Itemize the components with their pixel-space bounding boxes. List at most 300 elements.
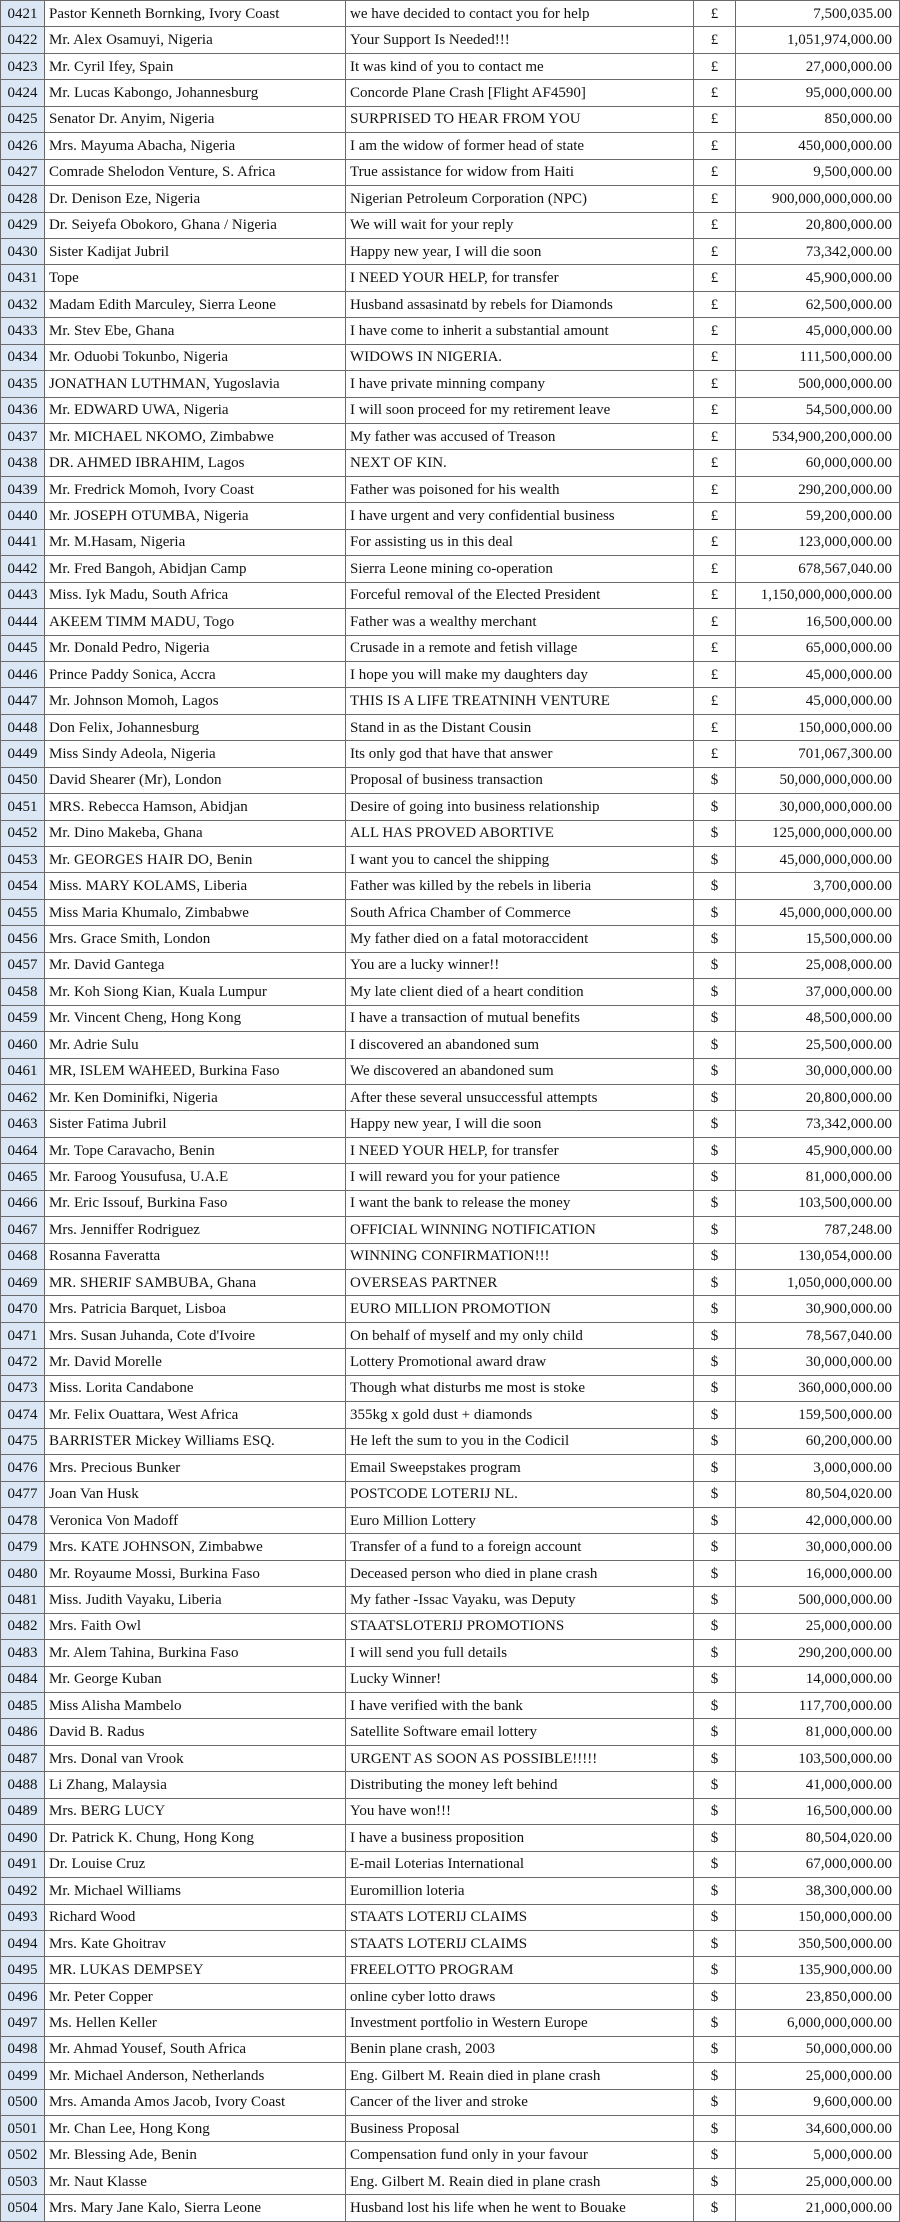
row-id-cell: 0465	[1, 1164, 45, 1190]
currency-cell: $	[694, 1137, 736, 1163]
table-row	[1, 265, 900, 291]
subject-cell: ALL HAS PROVED ABORTIVE	[346, 820, 694, 846]
table-row	[1, 926, 900, 952]
amount-cell: 80,504,020.00	[736, 1825, 900, 1851]
row-id-cell: 0457	[1, 952, 45, 978]
currency-cell: $	[694, 1164, 736, 1190]
subject-cell: Concorde Plane Crash [Flight AF4590]	[346, 80, 694, 106]
currency-cell: $	[694, 1851, 736, 1877]
amount-cell: 25,000,000.00	[736, 2168, 900, 2194]
subject-cell: My late client died of a heart condition	[346, 979, 694, 1005]
subject-cell: OVERSEAS PARTNER	[346, 1270, 694, 1296]
currency-cell: $	[694, 1084, 736, 1110]
amount-cell: 150,000,000.00	[736, 714, 900, 740]
subject-cell: I will soon proceed for my retirement leave	[346, 397, 694, 423]
sender-name-cell: Prince Paddy Sonica, Accra	[45, 661, 346, 687]
row-id-cell: 0433	[1, 318, 45, 344]
subject-cell: WIDOWS IN NIGERIA.	[346, 344, 694, 370]
table-row	[1, 1032, 900, 1058]
table-row	[1, 794, 900, 820]
row-id-cell: 0504	[1, 2195, 45, 2221]
subject-cell: I will send you full details	[346, 1640, 694, 1666]
row-id-cell: 0470	[1, 1296, 45, 1322]
currency-cell: £	[694, 186, 736, 212]
sender-name-cell: Madam Edith Marculey, Sierra Leone	[45, 291, 346, 317]
currency-cell: £	[694, 556, 736, 582]
sender-name-cell: Mr. Cyril Ifey, Spain	[45, 53, 346, 79]
sender-name-cell: Dr. Seiyefa Obokoro, Ghana / Nigeria	[45, 212, 346, 238]
currency-cell: $	[694, 926, 736, 952]
amount-cell: 701,067,300.00	[736, 741, 900, 767]
table-row	[1, 1957, 900, 1983]
row-id-cell: 0443	[1, 582, 45, 608]
sender-name-cell: Mrs. Susan Juhanda, Cote d'Ivoire	[45, 1322, 346, 1348]
amount-cell: 14,000,000.00	[736, 1666, 900, 1692]
currency-cell: £	[694, 80, 736, 106]
sender-name-cell: Mr. EDWARD UWA, Nigeria	[45, 397, 346, 423]
row-id-cell: 0432	[1, 291, 45, 317]
table-row	[1, 1825, 900, 1851]
currency-cell: $	[694, 1983, 736, 2009]
table-row	[1, 1402, 900, 1428]
table-row	[1, 503, 900, 529]
table-row	[1, 1640, 900, 1666]
sender-name-cell: Mr. Fred Bangoh, Abidjan Camp	[45, 556, 346, 582]
row-id-cell: 0449	[1, 741, 45, 767]
currency-cell: £	[694, 397, 736, 423]
currency-cell: £	[694, 450, 736, 476]
amount-cell: 1,051,974,000.00	[736, 27, 900, 53]
subject-cell: Lucky Winner!	[346, 1666, 694, 1692]
row-id-cell: 0463	[1, 1111, 45, 1137]
subject-cell: WINNING CONFIRMATION!!!	[346, 1243, 694, 1269]
row-id-cell: 0494	[1, 1930, 45, 1956]
row-id-cell: 0454	[1, 873, 45, 899]
amount-cell: 350,500,000.00	[736, 1930, 900, 1956]
amount-cell: 135,900,000.00	[736, 1957, 900, 1983]
subject-cell: THIS IS A LIFE TREATNINH VENTURE	[346, 688, 694, 714]
subject-cell: I have verified with the bank	[346, 1693, 694, 1719]
table-row	[1, 1613, 900, 1639]
amount-cell: 25,008,000.00	[736, 952, 900, 978]
row-id-cell: 0468	[1, 1243, 45, 1269]
currency-cell: £	[694, 714, 736, 740]
sender-name-cell: Joan Van Husk	[45, 1481, 346, 1507]
sender-name-cell: Richard Wood	[45, 1904, 346, 1930]
subject-cell: You are a lucky winner!!	[346, 952, 694, 978]
row-id-cell: 0435	[1, 371, 45, 397]
table-row	[1, 133, 900, 159]
table-row	[1, 1217, 900, 1243]
amount-cell: 1,050,000,000.00	[736, 1270, 900, 1296]
sender-name-cell: Mr. Stev Ebe, Ghana	[45, 318, 346, 344]
currency-cell: $	[694, 2142, 736, 2168]
subject-cell: He left the sum to you in the Codicil	[346, 1428, 694, 1454]
currency-cell: $	[694, 1904, 736, 1930]
subject-cell: Euro Million Lottery	[346, 1507, 694, 1533]
table-row	[1, 2036, 900, 2062]
subject-cell: On behalf of myself and my only child	[346, 1322, 694, 1348]
table-row	[1, 820, 900, 846]
table-row	[1, 238, 900, 264]
subject-cell: OFFICIAL WINNING NOTIFICATION	[346, 1217, 694, 1243]
sender-name-cell: Mr. Oduobi Tokunbo, Nigeria	[45, 344, 346, 370]
amount-cell: 45,900,000.00	[736, 265, 900, 291]
sender-name-cell: Mr. Naut Klasse	[45, 2168, 346, 2194]
subject-cell: FREELOTTO PROGRAM	[346, 1957, 694, 1983]
row-id-cell: 0450	[1, 767, 45, 793]
sender-name-cell: DR. AHMED IBRAHIM, Lagos	[45, 450, 346, 476]
table-row	[1, 582, 900, 608]
amount-cell: 78,567,040.00	[736, 1322, 900, 1348]
sender-name-cell: Miss. Lorita Candabone	[45, 1375, 346, 1401]
currency-cell: $	[694, 873, 736, 899]
table-row	[1, 952, 900, 978]
sender-name-cell: Mr. Adrie Sulu	[45, 1032, 346, 1058]
amount-cell: 21,000,000.00	[736, 2195, 900, 2221]
row-id-cell: 0442	[1, 556, 45, 582]
row-id-cell: 0462	[1, 1084, 45, 1110]
amount-cell: 9,600,000.00	[736, 2089, 900, 2115]
row-id-cell: 0496	[1, 1983, 45, 2009]
row-id-cell: 0422	[1, 27, 45, 53]
row-id-cell: 0425	[1, 106, 45, 132]
currency-cell: £	[694, 635, 736, 661]
sender-name-cell: Mr. Koh Siong Kian, Kuala Lumpur	[45, 979, 346, 1005]
amount-cell: 123,000,000.00	[736, 529, 900, 555]
sender-name-cell: MR, ISLEM WAHEED, Burkina Faso	[45, 1058, 346, 1084]
table-row	[1, 1507, 900, 1533]
row-id-cell: 0501	[1, 2116, 45, 2142]
table-row	[1, 1534, 900, 1560]
subject-cell: We discovered an abandoned sum	[346, 1058, 694, 1084]
amount-cell: 290,200,000.00	[736, 1640, 900, 1666]
table-row	[1, 529, 900, 555]
currency-cell: $	[694, 1772, 736, 1798]
amount-cell: 16,500,000.00	[736, 1798, 900, 1824]
subject-cell: I want the bank to release the money	[346, 1190, 694, 1216]
amount-cell: 30,900,000.00	[736, 1296, 900, 1322]
sender-name-cell: Mr. Johnson Momoh, Lagos	[45, 688, 346, 714]
table-row	[1, 1719, 900, 1745]
row-id-cell: 0502	[1, 2142, 45, 2168]
sender-name-cell: Dr. Denison Eze, Nigeria	[45, 186, 346, 212]
row-id-cell: 0481	[1, 1587, 45, 1613]
subject-cell: Its only god that have that answer	[346, 741, 694, 767]
row-id-cell: 0431	[1, 265, 45, 291]
currency-cell: $	[694, 1032, 736, 1058]
row-id-cell: 0466	[1, 1190, 45, 1216]
amount-cell: 500,000,000.00	[736, 1587, 900, 1613]
amount-cell: 81,000,000.00	[736, 1719, 900, 1745]
currency-cell: $	[694, 1217, 736, 1243]
currency-cell: £	[694, 1, 736, 27]
amount-cell: 15,500,000.00	[736, 926, 900, 952]
row-id-cell: 0499	[1, 2063, 45, 2089]
subject-cell: Father was killed by the rebels in liberia	[346, 873, 694, 899]
subject-cell: Eng. Gilbert M. Reain died in plane crash	[346, 2168, 694, 2194]
table-row	[1, 1455, 900, 1481]
row-id-cell: 0472	[1, 1349, 45, 1375]
row-id-cell: 0485	[1, 1693, 45, 1719]
amount-cell: 500,000,000.00	[736, 371, 900, 397]
subject-cell: I have a transaction of mutual benefits	[346, 1005, 694, 1031]
row-id-cell: 0456	[1, 926, 45, 952]
currency-cell: $	[694, 1587, 736, 1613]
amount-cell: 65,000,000.00	[736, 635, 900, 661]
amount-cell: 45,000,000.00	[736, 318, 900, 344]
currency-cell: $	[694, 1190, 736, 1216]
row-id-cell: 0421	[1, 1, 45, 27]
sender-name-cell: MR. LUKAS DEMPSEY	[45, 1957, 346, 1983]
table-row	[1, 1375, 900, 1401]
row-id-cell: 0482	[1, 1613, 45, 1639]
subject-cell: Husband lost his life when he went to Bouake	[346, 2195, 694, 2221]
row-id-cell: 0423	[1, 53, 45, 79]
sender-name-cell: Mr. GEORGES HAIR DO, Benin	[45, 847, 346, 873]
amount-cell: 20,800,000.00	[736, 212, 900, 238]
row-id-cell: 0500	[1, 2089, 45, 2115]
currency-cell: £	[694, 53, 736, 79]
subject-cell: Investment portfolio in Western Europe	[346, 2010, 694, 2036]
currency-cell: $	[694, 1402, 736, 1428]
subject-cell: My father -Issac Vayaku, was Deputy	[346, 1587, 694, 1613]
subject-cell: Stand in as the Distant Cousin	[346, 714, 694, 740]
sender-name-cell: Mrs. Jenniffer Rodriguez	[45, 1217, 346, 1243]
sender-name-cell: Dr. Louise Cruz	[45, 1851, 346, 1877]
currency-cell: $	[694, 1560, 736, 1586]
table-row	[1, 2142, 900, 2168]
currency-cell: £	[694, 741, 736, 767]
sender-name-cell: MRS. Rebecca Hamson, Abidjan	[45, 794, 346, 820]
table-row	[1, 1745, 900, 1771]
row-id-cell: 0452	[1, 820, 45, 846]
sender-name-cell: Pastor Kenneth Bornking, Ivory Coast	[45, 1, 346, 27]
amount-cell: 103,500,000.00	[736, 1745, 900, 1771]
table-row	[1, 714, 900, 740]
amount-cell: 30,000,000.00	[736, 1349, 900, 1375]
currency-cell: $	[694, 1058, 736, 1084]
currency-cell: $	[694, 1507, 736, 1533]
subject-cell: Sierra Leone mining co-operation	[346, 556, 694, 582]
amount-cell: 67,000,000.00	[736, 1851, 900, 1877]
currency-cell: $	[694, 2195, 736, 2221]
sender-name-cell: Mr. MICHAEL NKOMO, Zimbabwe	[45, 424, 346, 450]
table-row	[1, 1296, 900, 1322]
table-row	[1, 212, 900, 238]
currency-cell: £	[694, 106, 736, 132]
currency-cell: £	[694, 609, 736, 635]
row-id-cell: 0473	[1, 1375, 45, 1401]
sender-name-cell: Mr. Blessing Ade, Benin	[45, 2142, 346, 2168]
currency-cell: £	[694, 159, 736, 185]
amount-cell: 103,500,000.00	[736, 1190, 900, 1216]
amount-cell: 27,000,000.00	[736, 53, 900, 79]
amount-cell: 45,000,000,000.00	[736, 847, 900, 873]
subject-cell: STAATSLOTERIJ PROMOTIONS	[346, 1613, 694, 1639]
amount-cell: 16,000,000.00	[736, 1560, 900, 1586]
currency-cell: $	[694, 1693, 736, 1719]
sender-name-cell: Miss Alisha Mambelo	[45, 1693, 346, 1719]
subject-cell: I have private minning company	[346, 371, 694, 397]
subject-cell: Crusade in a remote and fetish village	[346, 635, 694, 661]
row-id-cell: 0477	[1, 1481, 45, 1507]
amount-cell: 30,000,000,000.00	[736, 794, 900, 820]
table-row	[1, 1084, 900, 1110]
table-row	[1, 556, 900, 582]
currency-cell: £	[694, 344, 736, 370]
currency-cell: $	[694, 794, 736, 820]
row-id-cell: 0424	[1, 80, 45, 106]
sender-name-cell: Mr. Michael Williams	[45, 1878, 346, 1904]
currency-cell: $	[694, 1243, 736, 1269]
row-id-cell: 0426	[1, 133, 45, 159]
sender-name-cell: Mr. Royaume Mossi, Burkina Faso	[45, 1560, 346, 1586]
row-id-cell: 0446	[1, 661, 45, 687]
row-id-cell: 0503	[1, 2168, 45, 2194]
sender-name-cell: Mr. Tope Caravacho, Benin	[45, 1137, 346, 1163]
amount-cell: 787,248.00	[736, 1217, 900, 1243]
table-row	[1, 2063, 900, 2089]
subject-cell: I am the widow of former head of state	[346, 133, 694, 159]
amount-cell: 34,600,000.00	[736, 2116, 900, 2142]
row-id-cell: 0464	[1, 1137, 45, 1163]
table-row	[1, 1904, 900, 1930]
currency-cell: $	[694, 1666, 736, 1692]
subject-cell: EURO MILLION PROMOTION	[346, 1296, 694, 1322]
sender-name-cell: Mrs. Faith Owl	[45, 1613, 346, 1639]
currency-cell: $	[694, 2036, 736, 2062]
table-row	[1, 424, 900, 450]
table-row	[1, 27, 900, 53]
row-id-cell: 0461	[1, 1058, 45, 1084]
amount-cell: 159,500,000.00	[736, 1402, 900, 1428]
subject-cell: E-mail Loterias International	[346, 1851, 694, 1877]
table-row	[1, 1058, 900, 1084]
amount-cell: 450,000,000.00	[736, 133, 900, 159]
amount-cell: 25,500,000.00	[736, 1032, 900, 1058]
currency-cell: $	[694, 2089, 736, 2115]
table-row	[1, 1111, 900, 1137]
table-row	[1, 1666, 900, 1692]
subject-cell: Nigerian Petroleum Corporation (NPC)	[346, 186, 694, 212]
subject-cell: Transfer of a fund to a foreign account	[346, 1534, 694, 1560]
currency-cell: £	[694, 503, 736, 529]
sender-name-cell: Mr. Faroog Yousufusa, U.A.E	[45, 1164, 346, 1190]
table-row	[1, 609, 900, 635]
subject-cell: I have a business proposition	[346, 1825, 694, 1851]
currency-cell: $	[694, 2010, 736, 2036]
amount-cell: 45,000,000,000.00	[736, 899, 900, 925]
table-row	[1, 318, 900, 344]
currency-cell: $	[694, 1878, 736, 1904]
amount-cell: 81,000,000.00	[736, 1164, 900, 1190]
sender-name-cell: Mrs. Mayuma Abacha, Nigeria	[45, 133, 346, 159]
amount-cell: 6,000,000,000.00	[736, 2010, 900, 2036]
subject-cell: South Africa Chamber of Commerce	[346, 899, 694, 925]
subject-cell: Forceful removal of the Elected President	[346, 582, 694, 608]
subject-cell: Your Support Is Needed!!!	[346, 27, 694, 53]
currency-cell: $	[694, 847, 736, 873]
currency-cell: $	[694, 1428, 736, 1454]
subject-cell: Father was poisoned for his wealth	[346, 476, 694, 502]
currency-cell: $	[694, 2168, 736, 2194]
row-id-cell: 0476	[1, 1455, 45, 1481]
subject-cell: You have won!!!	[346, 1798, 694, 1824]
table-row	[1, 1005, 900, 1031]
table-row	[1, 1164, 900, 1190]
table-row	[1, 661, 900, 687]
subject-cell: NEXT OF KIN.	[346, 450, 694, 476]
sender-name-cell: Mrs. Grace Smith, London	[45, 926, 346, 952]
table-row	[1, 1798, 900, 1824]
currency-cell: £	[694, 212, 736, 238]
sender-name-cell: Mr. Peter Copper	[45, 1983, 346, 2009]
table-row	[1, 741, 900, 767]
subject-cell: For assisting us in this deal	[346, 529, 694, 555]
sender-name-cell: Mrs. Donal van Vrook	[45, 1745, 346, 1771]
amount-cell: 45,900,000.00	[736, 1137, 900, 1163]
amount-cell: 37,000,000.00	[736, 979, 900, 1005]
sender-name-cell: Mr. David Gantega	[45, 952, 346, 978]
sender-name-cell: Tope	[45, 265, 346, 291]
row-id-cell: 0430	[1, 238, 45, 264]
amount-cell: 5,000,000.00	[736, 2142, 900, 2168]
amount-cell: 41,000,000.00	[736, 1772, 900, 1798]
subject-cell: I have urgent and very confidential business	[346, 503, 694, 529]
subject-cell: My father was accused of Treason	[346, 424, 694, 450]
sender-name-cell: Mr. Alex Osamuyi, Nigeria	[45, 27, 346, 53]
row-id-cell: 0441	[1, 529, 45, 555]
row-id-cell: 0436	[1, 397, 45, 423]
subject-cell: Satellite Software email lottery	[346, 1719, 694, 1745]
amount-cell: 678,567,040.00	[736, 556, 900, 582]
sender-name-cell: Mr. Donald Pedro, Nigeria	[45, 635, 346, 661]
subject-cell: My father died on a fatal motoraccident	[346, 926, 694, 952]
currency-cell: $	[694, 1005, 736, 1031]
row-id-cell: 0490	[1, 1825, 45, 1851]
sender-name-cell: Mrs. Mary Jane Kalo, Sierra Leone	[45, 2195, 346, 2221]
subject-cell: URGENT AS SOON AS POSSIBLE!!!!!	[346, 1745, 694, 1771]
currency-cell: $	[694, 1825, 736, 1851]
table-row	[1, 53, 900, 79]
subject-cell: STAATS LOTERIJ CLAIMS	[346, 1930, 694, 1956]
amount-cell: 45,000,000.00	[736, 661, 900, 687]
currency-cell: $	[694, 1322, 736, 1348]
amount-cell: 25,000,000.00	[736, 2063, 900, 2089]
sender-name-cell: Mrs. KATE JOHNSON, Zimbabwe	[45, 1534, 346, 1560]
table-row	[1, 688, 900, 714]
row-id-cell: 0489	[1, 1798, 45, 1824]
table-row	[1, 767, 900, 793]
table-row	[1, 1, 900, 27]
table-row	[1, 1270, 900, 1296]
currency-cell: $	[694, 1640, 736, 1666]
subject-cell: Cancer of the liver and stroke	[346, 2089, 694, 2115]
row-id-cell: 0459	[1, 1005, 45, 1031]
row-id-cell: 0478	[1, 1507, 45, 1533]
amount-cell: 16,500,000.00	[736, 609, 900, 635]
subject-cell: online cyber lotto draws	[346, 1983, 694, 2009]
currency-cell: £	[694, 529, 736, 555]
amount-cell: 3,700,000.00	[736, 873, 900, 899]
amount-cell: 9,500,000.00	[736, 159, 900, 185]
subject-cell: It was kind of you to contact me	[346, 53, 694, 79]
sender-name-cell: Miss Sindy Adeola, Nigeria	[45, 741, 346, 767]
currency-cell: £	[694, 371, 736, 397]
subject-cell: we have decided to contact you for help	[346, 1, 694, 27]
currency-cell: $	[694, 1481, 736, 1507]
